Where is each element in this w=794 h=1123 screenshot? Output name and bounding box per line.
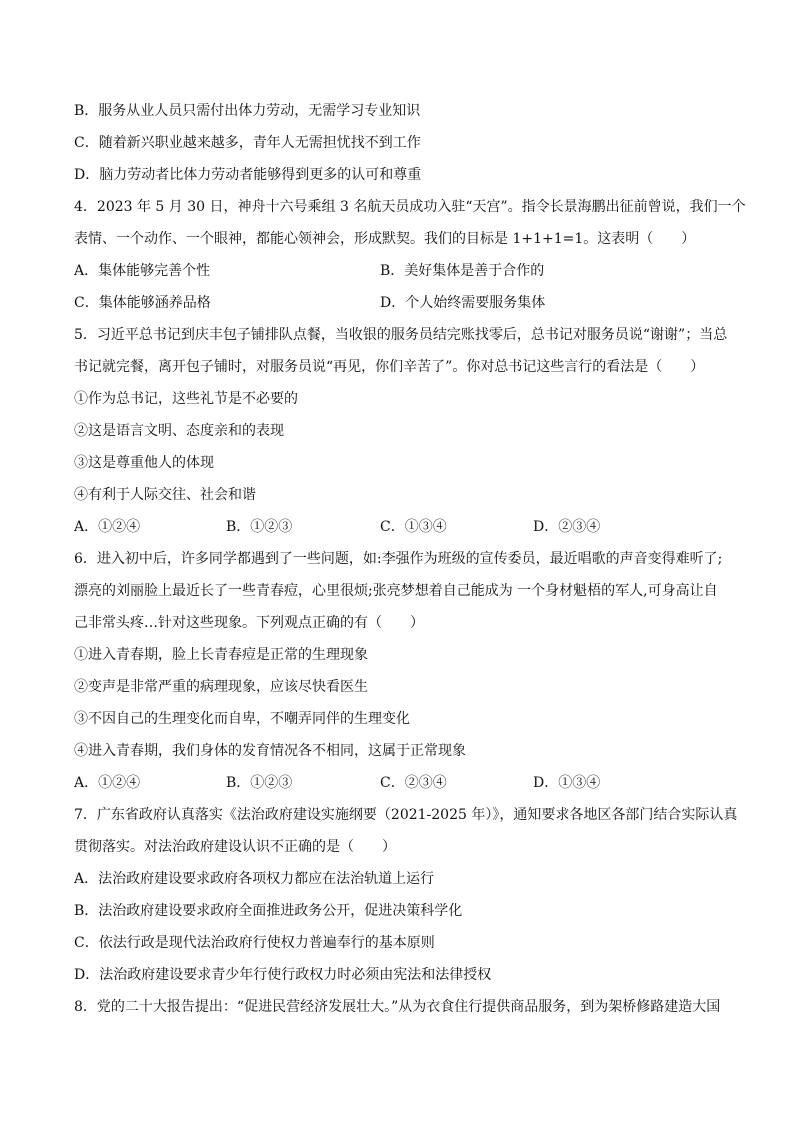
q3-option-c: C．随着新兴职业越来越多，青年人无需担忧找不到工作	[74, 135, 421, 151]
q6-statement-4: ④进入青春期，我们身体的发育情况各不相同，这属于正常现象	[74, 743, 466, 759]
q6-option-a: A．①②④	[74, 775, 141, 791]
q3-option-d: D．脑力劳动者比体力劳动者能够得到更多的认可和尊重	[74, 167, 422, 183]
q7-stem-line-2: 贯彻落实。对法治政府建设认识不正确的是（ ）	[74, 839, 396, 855]
q4-option-c: C．集体能够涵养品格	[74, 295, 211, 311]
q7-option-b: B．法治政府建设要求政府全面推进政务公开，促进决策科学化	[74, 903, 463, 919]
q4-option-a: A．集体能够完善个性	[74, 263, 211, 279]
q6-statement-3: ③不因自己的生理变化而自卑，不嘲弄同伴的生理变化	[74, 711, 410, 727]
q6-stem-line-2: 漂亮的刘丽脸上最近长了一些青春痘，心里很烦;张亮梦想着自己能成为 一个身材魁梧的军人,可身高让自	[74, 583, 718, 599]
q4-option-d: D．个人始终需要服务集体	[380, 295, 546, 311]
q6-stem-line-3: 己非常头疼…针对这些现象。下列观点正确的有（ ）	[74, 615, 424, 631]
q6-option-d: D．①③④	[533, 775, 601, 791]
q5-stem-line-1: 5．习近平总书记到庆丰包子铺排队点餐，当收银的服务员结完账找零后，总书记对服务员说“谢谢”；当总	[74, 327, 728, 343]
q6-statement-1: ①进入青春期，脸上长青春痘是正常的生理现象	[74, 647, 368, 663]
q5-option-c: C．①③④	[380, 519, 447, 535]
q5-option-d: D．②③④	[533, 519, 601, 535]
q5-statement-4: ④有利于人际交往、社会和谐	[74, 487, 256, 503]
q5-stem-line-2: 书记就完餐，离开包子铺时，对服务员说“再见，你们辛苦了”。你对总书记这些言行的看法是（ ）	[74, 359, 705, 375]
q7-option-d: D．法治政府建设要求青少年行使行政权力时必须由宪法和法律授权	[74, 967, 492, 983]
q8-stem-line-1: 8．党的二十大报告提出：“促进民营经济发展壮大。”从为衣食住行提供商品服务，到为架桥修路建造大国	[74, 999, 721, 1015]
q6-stem-line-1: 6．进入初中后，许多同学都遇到了一些问题，如:李强作为班级的宣传委员，最近唱歌的声音变得难听了;	[74, 551, 723, 567]
q6-option-b: B．①②③	[226, 775, 293, 791]
q4-stem-line-1: 4．2023 年 5 月 30 日，神舟十六号乘组 3 名航天员成功入驻“天宫”。指令长景海鹏出征前曾说，我们一个	[74, 199, 746, 215]
q5-option-b: B．①②③	[226, 519, 293, 535]
q6-statement-2: ②变声是非常严重的病理现象，应该尽快看医生	[74, 679, 368, 695]
q4-option-b: B．美好集体是善于合作的	[380, 263, 545, 279]
q6-option-c: C．②③④	[380, 775, 447, 791]
q4-stem-line-2: 表情、一个动作、一个眼神，都能心领神会，形成默契。我们的目标是 1+1+1=1。这表明（ ）	[74, 231, 696, 247]
q5-statement-2: ②这是语言文明、态度亲和的表现	[74, 423, 284, 439]
q3-option-b: B．服务从业人员只需付出体力劳动，无需学习专业知识	[74, 103, 421, 119]
q5-statement-3: ③这是尊重他人的体现	[74, 455, 214, 471]
q7-option-c: C．依法行政是现代法治政府行使权力普遍奉行的基本原则	[74, 935, 435, 951]
q5-statement-1: ①作为总书记，这些礼节是不必要的	[74, 391, 298, 407]
q7-option-a: A．法治政府建设要求政府各项权力都应在法治轨道上运行	[74, 871, 435, 887]
q7-stem-line-1: 7．广东省政府认真落实《法治政府建设实施纲要（2021-2025 年）》，通知要求各地区各部门结合实际认真	[74, 807, 738, 823]
q5-option-a: A．①②④	[74, 519, 141, 535]
